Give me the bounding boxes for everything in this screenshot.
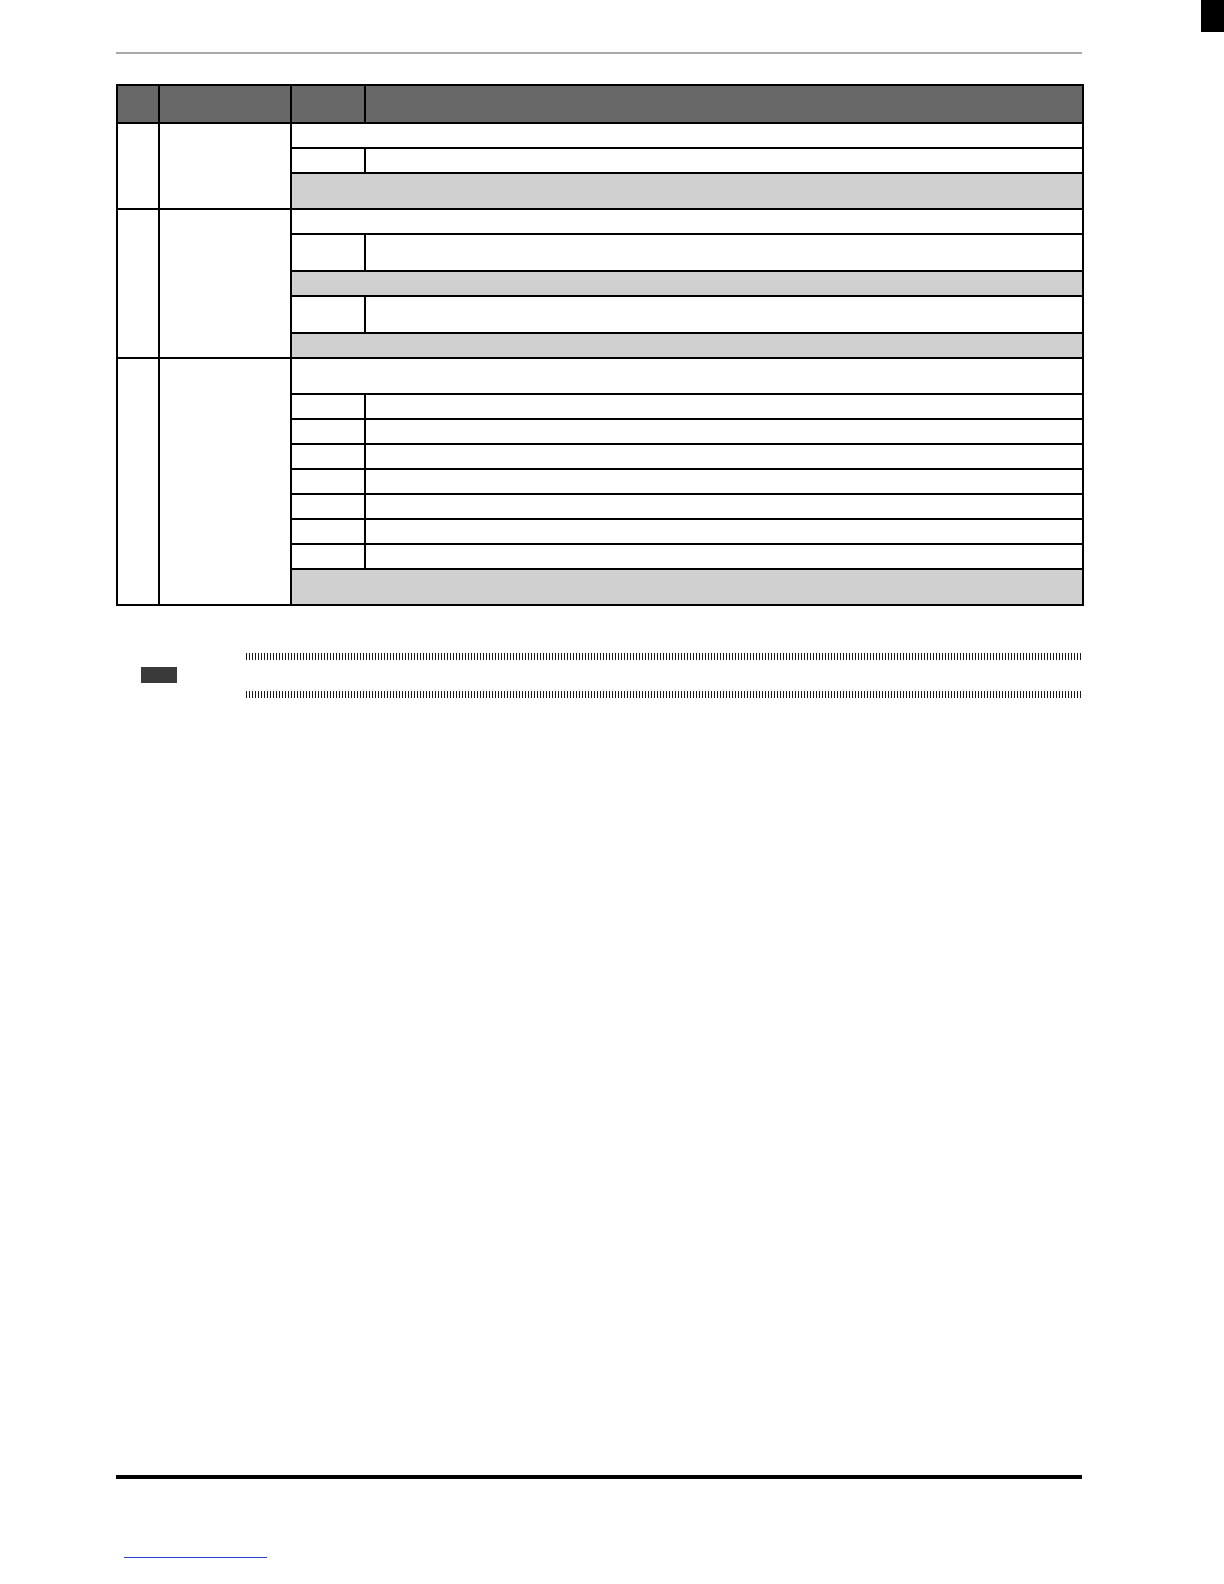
header-cell-description [365,85,1083,123]
setting-code [291,296,365,333]
setting-code [291,519,365,544]
note-badge [141,667,177,683]
row-description [291,209,1083,234]
setting-description [365,494,1083,519]
header-rule [116,52,1082,54]
setting-description [365,296,1083,333]
setting-description [365,544,1083,569]
table-row [117,123,1083,148]
table-header-row [117,85,1083,123]
setting-description [365,519,1083,544]
table-row [117,209,1083,234]
setting-code [291,494,365,519]
setting-description [365,469,1083,494]
setting-description [365,444,1083,469]
setting-code [291,394,365,419]
row-number [117,209,159,358]
setting-description [365,394,1083,419]
setting-description [365,419,1083,444]
row-name [159,123,291,209]
setting-description [365,148,1083,173]
row-description [291,358,1083,394]
row-note [291,333,1083,358]
note-bottom-dashed-rule [246,691,1082,698]
spec-table [116,84,1084,606]
setting-code [291,444,365,469]
row-number [117,358,159,605]
row-name [159,358,291,605]
setting-code [291,148,365,173]
setting-code [291,419,365,444]
setting-code [291,234,365,271]
footer-rule [116,1475,1082,1479]
row-number [117,123,159,209]
header-cell-name [159,85,291,123]
setting-code [291,469,365,494]
header-cell-setting [291,85,365,123]
row-note [291,569,1083,605]
note-top-dashed-rule [246,653,1082,660]
row-name [159,209,291,358]
row-description [291,123,1083,148]
header-cell-number [117,85,159,123]
section-tab [1201,0,1224,32]
table-row [117,358,1083,394]
setting-code [291,544,365,569]
row-note [291,173,1083,209]
setting-description [365,234,1083,271]
row-note [291,271,1083,296]
footer-link[interactable] [124,1557,267,1558]
